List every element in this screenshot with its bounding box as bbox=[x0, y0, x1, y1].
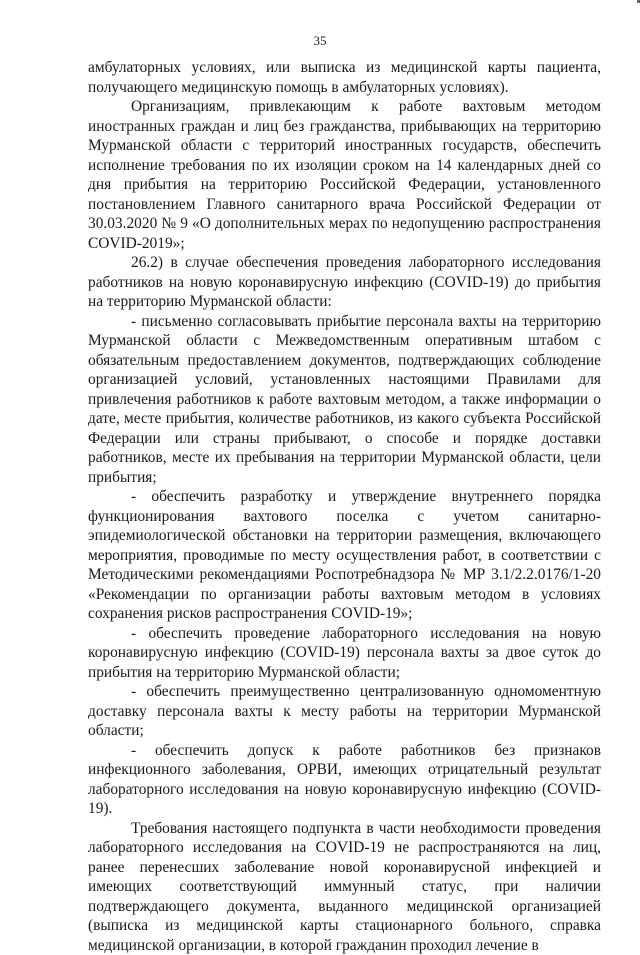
list-item-coordinate-arrival: - письменно согласовывать прибытие персонала вахты на территорию Мурманской области с Межведомственным оперативным штабом с обязательным предоставлением документов, подтверждающих соблюдение организацией условий, установленных настоящими Правилами для привлечения работников к работе вахтовым методом, а также информации о дате, месте прибытия, количестве работников, из какого субъекта Российской Федерации или страны прибывают, о способе и порядке доставки работников, месте их пребывания на территории Мурманской области, цели прибытия; bbox=[88, 312, 601, 488]
paragraph-continuation: амбулаторных условиях, или выписка из медицинской карты пациента, получающего медицинскую помощь в амбулаторных условиях). bbox=[88, 58, 601, 97]
list-item-internal-procedure: - обеспечить разработку и утверждение внутреннего порядка функционирования вахтового поселка с учетом санитарно-эпидемиологической обстановки на территории размещения, включающего мероприятия, проводимые по месту осуществления работ, в соответствии с Методическими рекомендациями Роспотребнадзора № МР 3.1/2.2.0176/1-20 «Рекомендации по организации работы вахтовым методом в условиях сохранения рисков распространения COVID-19»; bbox=[88, 487, 601, 624]
paragraph-requirements-exception: Требования настоящего подпункта в части необходимости проведения лабораторного исследования на COVID-19 не распространяются на лиц, ранее перенесших заболевание новой коронавирусной инфекцией и имеющих соответствующий иммунный статус, при наличии подтверждающего документа, выданного медицинской организацией (выписка из медицинской карты стационарного больного, справка медицинской организации, в которой гражданин проходил лечение в bbox=[88, 819, 601, 955]
paragraph-organizations: Организациям, привлекающим к работе вахтовым методом иностранных граждан и лиц без гражданства, прибывающих на территорию Мурманской области с территорий иностранных государств, обеспечить исполнение требования по их изоляции сроком на 14 календарных дней со дня прибытия на территорию Российской Федерации, установленного постановлением Главного санитарного врача Российской Федерации от 30.03.2020 № 9 «О дополнительных мерах по недопущению распространения COVID-2019»; bbox=[88, 97, 601, 253]
list-item-work-admission: - обеспечить допуск к работе работников без признаков инфекционного заболевания, ОРВИ, имеющих отрицательный результат лабораторного исследования на новую коронавирусную инфекцию (COVID-19). bbox=[88, 741, 601, 819]
paragraph-26-2: 26.2) в случае обеспечения проведения лабораторного исследования работников на новую коронавирусную инфекцию (COVID-19) до прибытия на территорию Мурманской области: bbox=[88, 253, 601, 312]
list-item-lab-testing: - обеспечить проведение лабораторного исследования на новую коронавирусную инфекцию (COVID-19) персонала вахты за двое суток до прибытия на территорию Мурманской области; bbox=[88, 624, 601, 683]
list-item-centralized-delivery: - обеспечить преимущественно централизованную одномоментную доставку персонала вахты к месту работы на территории Мурманской области; bbox=[88, 682, 601, 741]
document-body bbox=[88, 58, 601, 955]
page-number: 35 bbox=[0, 33, 640, 49]
